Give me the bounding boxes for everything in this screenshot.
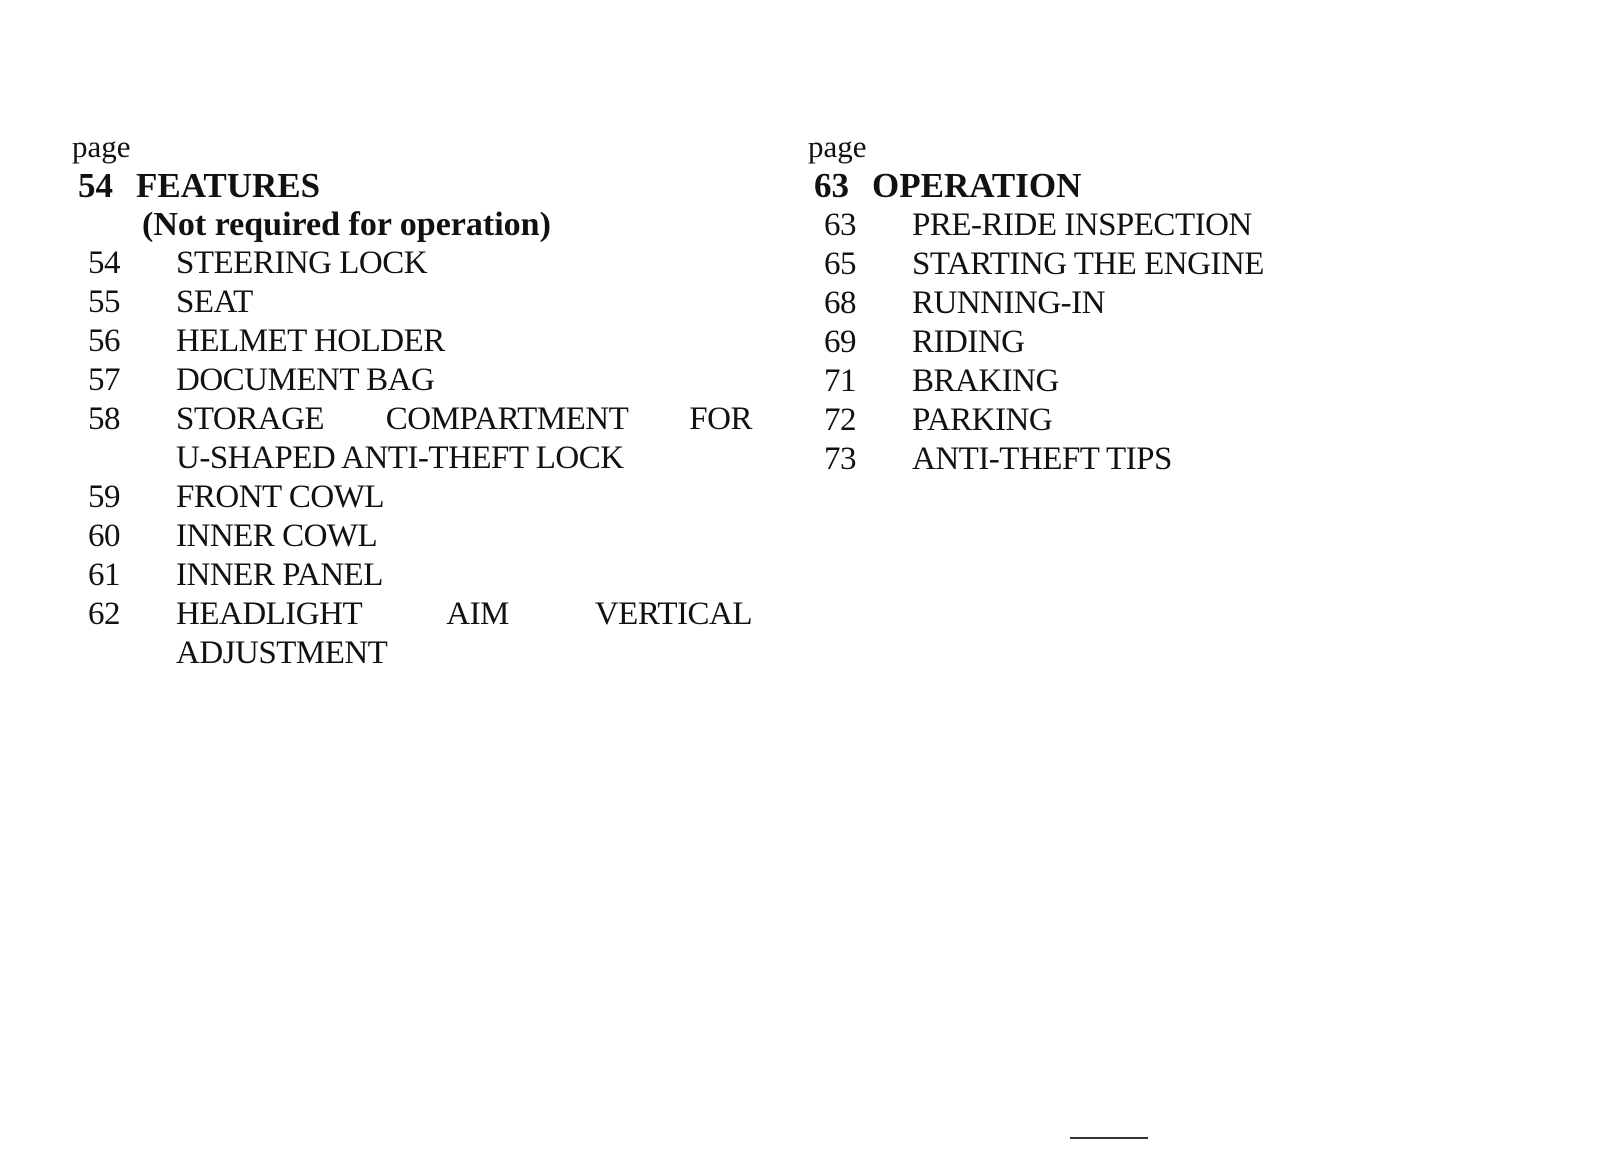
toc-page-number: 61 [88, 557, 120, 593]
section-subtitle: (Not required for operation) [142, 206, 551, 243]
toc-entry [808, 284, 1488, 323]
toc-entry [808, 245, 1488, 284]
toc-entry-title-line: U-SHAPED ANTI-THEFT LOCK [176, 440, 624, 476]
page-column-label: page [808, 129, 867, 164]
toc-entry [72, 595, 752, 673]
toc-entry [72, 478, 752, 517]
toc-entry-title: DOCUMENT BAG [176, 362, 435, 398]
toc-page-number: 63 [824, 207, 856, 243]
toc-entry-title: PARKING [912, 402, 1053, 438]
toc-entry [808, 323, 1488, 362]
toc-entry [808, 362, 1488, 401]
toc-entry [808, 401, 1488, 440]
toc-entry-title: ANTI-THEFT TIPS [912, 441, 1172, 477]
toc-entry [808, 206, 1488, 245]
section-page-number: 63 [814, 166, 849, 205]
toc-page-number: 71 [824, 363, 856, 399]
toc-entry-title: STEERING LOCK [176, 245, 428, 281]
toc-entry [72, 517, 752, 556]
toc-entry-title: INNER COWL [176, 518, 378, 554]
toc-entry-title: STARTING THE ENGINE [912, 246, 1264, 282]
section-page-number: 54 [78, 166, 113, 205]
toc-entry-title: SEAT [176, 284, 253, 320]
toc-page-number: 65 [824, 246, 856, 282]
toc-entry-title-line: ADJUSTMENT [176, 635, 388, 671]
toc-entry-title [176, 595, 752, 673]
toc-entry-title: FRONT COWL [176, 479, 384, 515]
toc-page-number: 73 [824, 441, 856, 477]
section-heading-operation [808, 166, 1488, 206]
toc-page-number: 72 [824, 402, 856, 438]
toc-entry [72, 556, 752, 595]
toc-entry-title: PRE-RIDE INSPECTION [912, 207, 1252, 243]
toc-page-number: 60 [88, 518, 120, 554]
toc-entry-title: INNER PANEL [176, 557, 383, 593]
toc-page-number: 55 [88, 284, 120, 320]
toc-entry [72, 400, 752, 478]
toc-entry-title: RUNNING-IN [912, 285, 1105, 321]
toc-page-number: 59 [88, 479, 120, 515]
toc-page-number: 58 [88, 401, 120, 437]
toc-entry [808, 440, 1488, 479]
toc-page-number: 69 [824, 324, 856, 360]
toc-page-number: 54 [88, 245, 120, 281]
toc-entry-title-line: STORAGE COMPARTMENT FOR [176, 401, 752, 437]
toc-operation-column [808, 128, 1488, 479]
section-title: FEATURES [136, 166, 321, 205]
toc-entry-title: HELMET HOLDER [176, 323, 445, 359]
section-title: OPERATION [872, 166, 1082, 205]
toc-entry [72, 322, 752, 361]
toc-page-number: 57 [88, 362, 120, 398]
toc-entry [72, 244, 752, 283]
toc-entry-title: RIDING [912, 324, 1025, 360]
toc-entry [72, 361, 752, 400]
footer-rule [1070, 1137, 1148, 1139]
toc-entry-title-line: HEADLIGHT AIM VERTICAL [176, 596, 752, 632]
toc-page-number: 68 [824, 285, 856, 321]
toc-entry-title: BRAKING [912, 363, 1059, 399]
toc-entry [72, 283, 752, 322]
toc-entry-title [176, 400, 752, 478]
toc-page-number: 56 [88, 323, 120, 359]
page-column-label: page [72, 129, 131, 164]
section-heading-features [72, 166, 752, 206]
toc-page-number: 62 [88, 596, 120, 632]
toc-features-column [72, 128, 752, 673]
